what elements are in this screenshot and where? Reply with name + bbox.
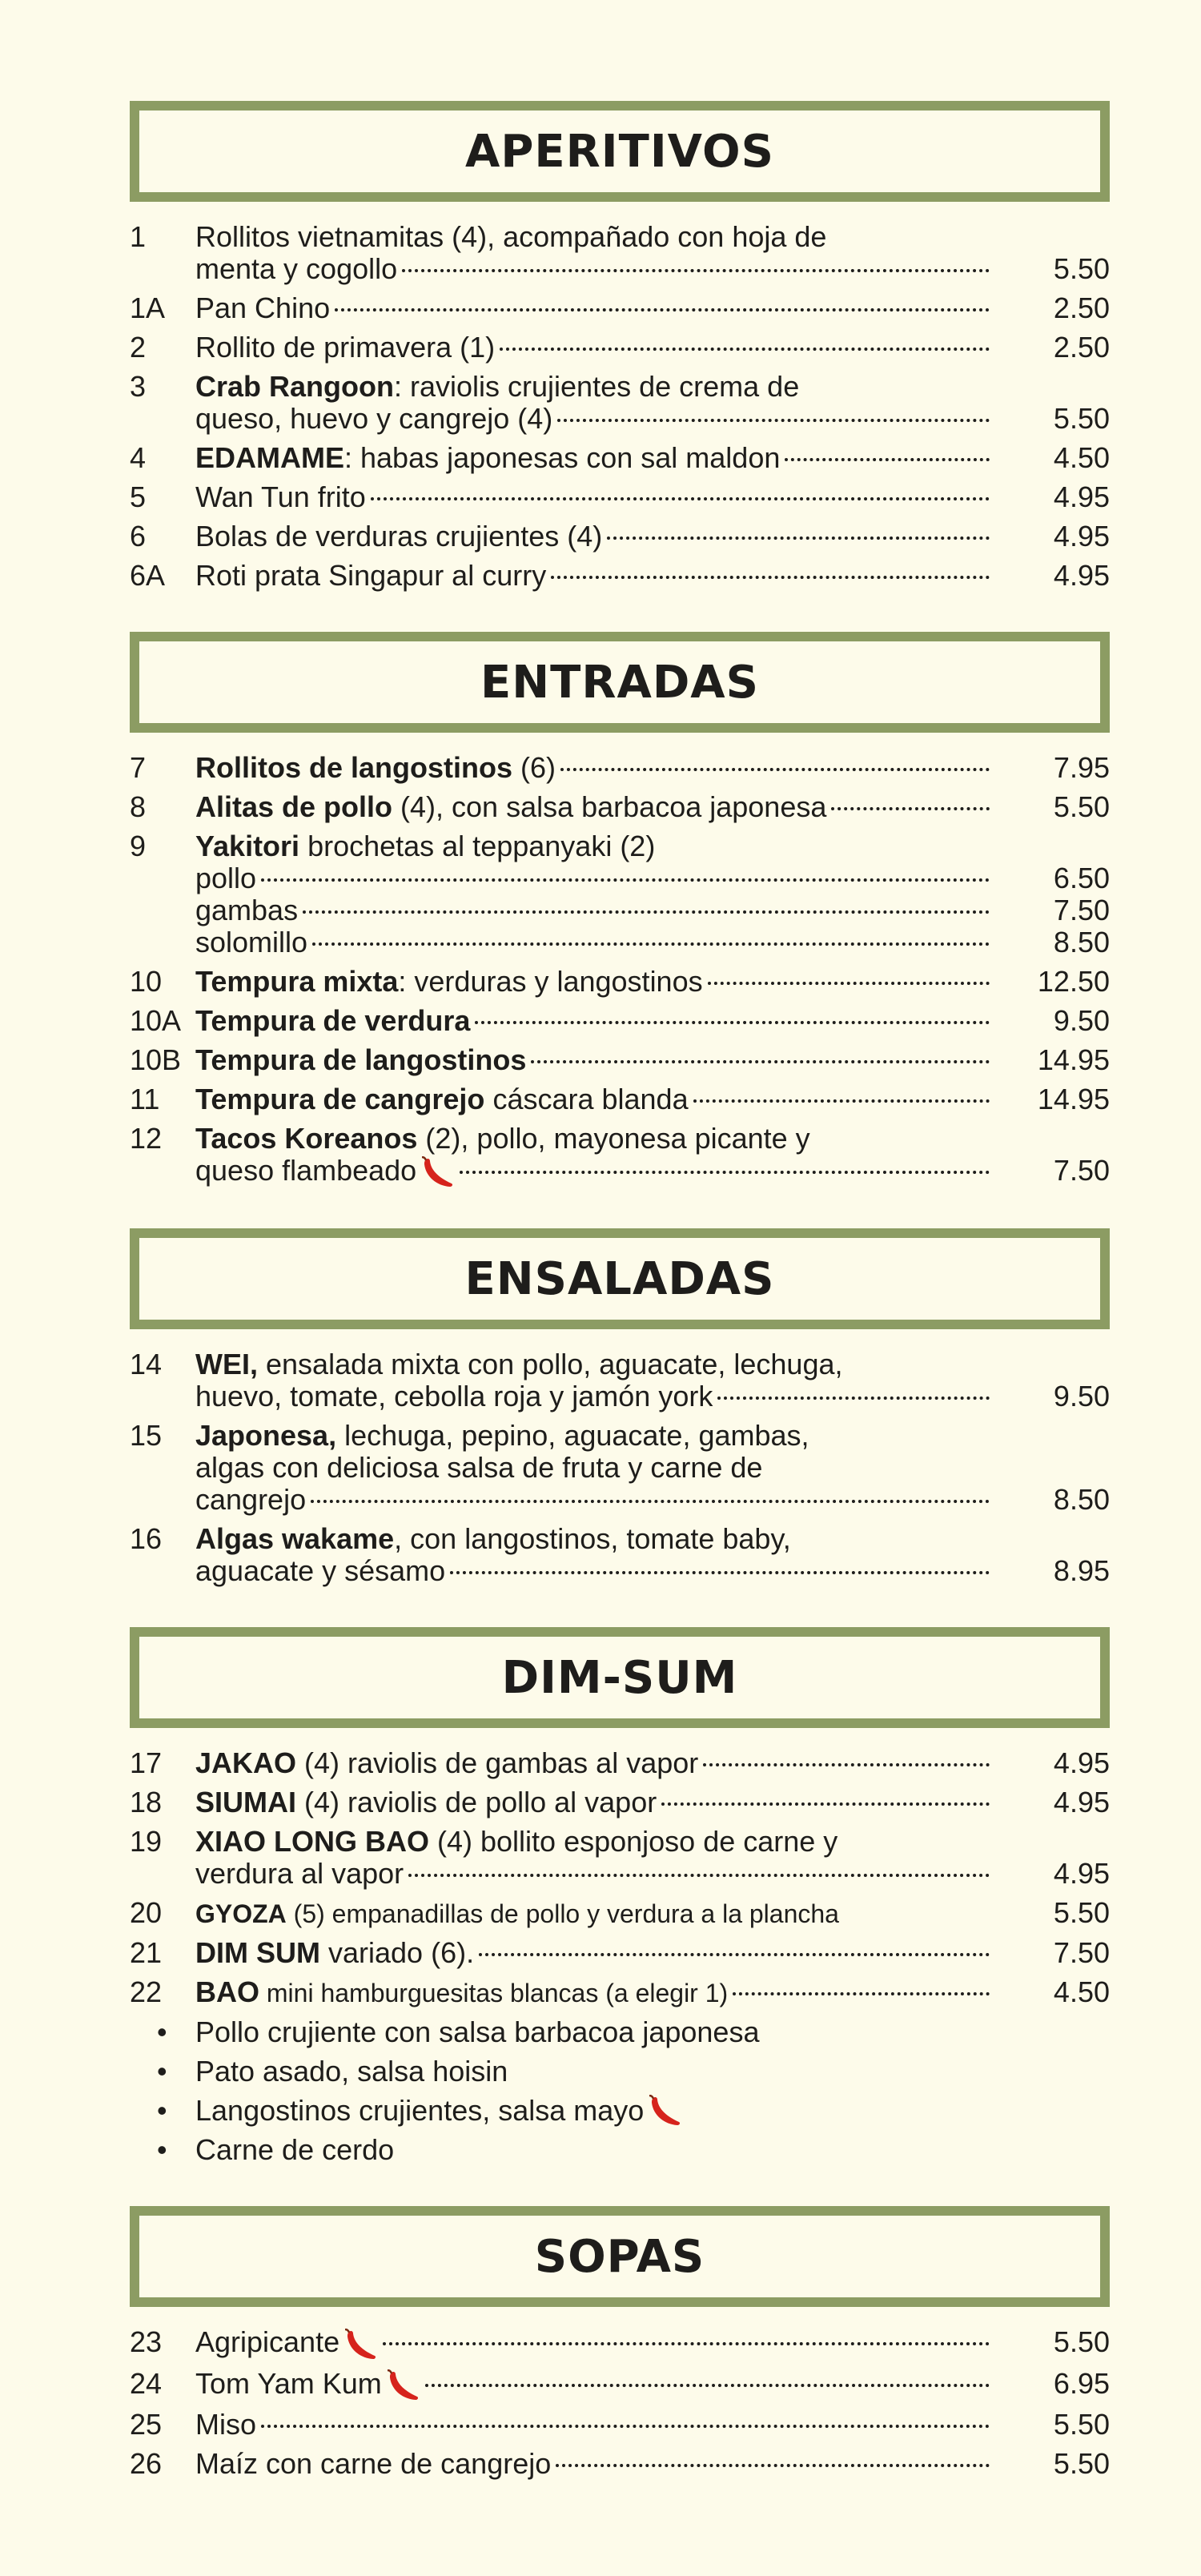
item-description: algas con deliciosa salsa de fruta y carne de: [195, 1451, 763, 1485]
menu-page: [130, 101, 1110, 2487]
item-description: verdura al vapor: [195, 1857, 404, 1891]
item-number: 7: [130, 751, 147, 784]
item-price: 8.50: [1053, 926, 1110, 958]
dot-leader: [733, 1992, 990, 1995]
section-dim-sum: [130, 1627, 1110, 2166]
dot-leader: [425, 2384, 990, 2387]
section-ensaladas: [130, 1228, 1110, 1587]
item-description: (6): [512, 751, 556, 784]
item-number: 10A: [130, 1004, 182, 1037]
section-title: ENSALADAS: [464, 1252, 775, 1305]
item-price: 5.50: [1053, 1896, 1110, 1930]
section-title: ENTRADAS: [480, 656, 759, 709]
section-title: SOPAS: [534, 2230, 705, 2283]
item-number: 18: [130, 1786, 163, 1819]
item-number: 9: [130, 830, 147, 862]
menu-item: [130, 1005, 1110, 1037]
item-name: Japonesa,: [195, 1419, 337, 1453]
item-number: 17: [130, 1746, 163, 1780]
item-number: 6: [130, 520, 147, 553]
item-name: JAKAO: [195, 1746, 297, 1780]
item-description: ensalada mixta con pollo, aguacate, lechuga,: [258, 1348, 843, 1381]
item-description: Roti prata Singapur al curry: [195, 559, 547, 592]
item-description: Maíz con carne de cangrejo: [195, 2447, 552, 2481]
item-price: 8.95: [1053, 1554, 1110, 1588]
item-price: 4.50: [1053, 441, 1110, 474]
item-price: 5.50: [1053, 2447, 1110, 2481]
menu-item: [130, 292, 1110, 324]
item-number: 16: [130, 1522, 163, 1556]
option-text: Pato asado, salsa hoisin: [195, 2055, 508, 2088]
item-option: solomillo: [195, 926, 308, 958]
dot-leader: [531, 1060, 990, 1063]
item-name: DIM SUM: [195, 1936, 320, 1970]
item-price: 4.95: [1053, 480, 1110, 513]
item-list: [130, 752, 1110, 1188]
section-entradas: [130, 632, 1110, 1188]
item-price: 7.50: [1053, 1936, 1110, 1970]
menu-item: [130, 1083, 1110, 1115]
item-name: Crab Rangoon: [195, 370, 394, 403]
item-list: [130, 1747, 1110, 2166]
menu-item: [130, 481, 1110, 513]
menu-item: [130, 791, 1110, 823]
item-price: 4.95: [1053, 520, 1110, 553]
dot-leader: [261, 878, 990, 882]
menu-item: [130, 1897, 1110, 1930]
item-number: 8: [130, 790, 147, 823]
section-header-ensaladas: [130, 1228, 1110, 1329]
item-number: 5: [130, 480, 147, 513]
item-description: brochetas al teppanyaki (2): [299, 830, 656, 862]
item-price: 4.50: [1053, 1975, 1110, 2009]
item-description: huevo, tomate, cebolla roja y jamón york: [195, 1380, 713, 1413]
item-number: 10: [130, 965, 163, 998]
list-item: • Pollo crujiente con salsa barbacoa japonesa: [157, 2015, 760, 2049]
item-number: 11: [130, 1083, 160, 1115]
section-header-aperitivos: [130, 101, 1110, 202]
dot-leader: [703, 1763, 990, 1766]
item-description: Miso: [195, 2408, 257, 2441]
item-name: GYOZA: [195, 1899, 287, 1929]
item-name: Tempura de verdura: [195, 1004, 471, 1037]
item-price: 5.50: [1053, 252, 1110, 285]
option-text: Pollo crujiente con salsa barbacoa japonesa: [195, 2015, 760, 2049]
item-description: (2), pollo, mayonesa picante y: [417, 1122, 810, 1155]
item-price: 5.50: [1053, 2408, 1110, 2441]
item-name: Alitas de pollo: [195, 790, 393, 823]
section-aperitivos: [130, 101, 1110, 592]
dot-leader: [408, 1874, 990, 1877]
item-number: 1: [130, 220, 147, 253]
item-price: 6.50: [1053, 862, 1110, 894]
item-description: (4) bollito esponjoso de carne y: [429, 1825, 838, 1859]
item-number: 21: [130, 1936, 163, 1970]
item-description: Bolas de verduras crujientes (4): [195, 520, 603, 553]
item-name: Rollitos de langostinos: [195, 751, 513, 784]
menu-item: [130, 1786, 1110, 1818]
item-description: Wan Tun frito: [195, 480, 366, 513]
dot-leader: [831, 807, 990, 810]
item-description: (4) raviolis de pollo al vapor: [296, 1786, 657, 1819]
dot-leader: [693, 1099, 990, 1103]
item-name: Tempura de langostinos: [195, 1043, 527, 1076]
item-description: (4) raviolis de gambas al vapor: [296, 1746, 699, 1780]
menu-item: [130, 2326, 1110, 2360]
item-description: Pan Chino: [195, 291, 331, 324]
dot-leader: [312, 942, 990, 946]
item-name: BAO: [195, 1975, 259, 2009]
item-list: [130, 1348, 1110, 1587]
menu-item: [130, 1826, 1110, 1890]
list-item: • Carne de cerdo: [157, 2133, 395, 2167]
item-option: gambas: [195, 894, 299, 926]
menu-item: [130, 1976, 1110, 2009]
item-list: [130, 221, 1110, 592]
section-title: APERITIVOS: [465, 125, 774, 178]
item-name: Tempura de cangrejo: [195, 1083, 485, 1115]
item-price: 9.50: [1053, 1004, 1110, 1037]
item-description: variado (6).: [320, 1936, 475, 1970]
dot-leader: [557, 419, 990, 422]
item-price: 9.50: [1053, 1380, 1110, 1413]
item-price: 2.50: [1053, 331, 1110, 364]
dot-leader: [402, 269, 990, 272]
item-description: queso flambeado: [195, 1154, 417, 1187]
chili-pepper-icon: [343, 2329, 378, 2361]
item-number: 23: [130, 2325, 163, 2359]
menu-item: [130, 1747, 1110, 1779]
item-number: 1A: [130, 291, 166, 324]
item-number: 14: [130, 1348, 163, 1381]
menu-item: [130, 520, 1110, 553]
item-description: (5) empanadillas de pollo y verdura a la plancha: [286, 1899, 839, 1929]
item-number: 19: [130, 1825, 163, 1859]
item-price: 7.95: [1053, 751, 1110, 784]
dot-leader: [335, 308, 990, 311]
item-price: 14.95: [1037, 1083, 1110, 1115]
item-name: Algas wakame: [195, 1522, 395, 1556]
item-price: 12.50: [1037, 965, 1110, 998]
item-name: SIUMAI: [195, 1786, 296, 1819]
item-number: 15: [130, 1419, 163, 1453]
item-price: 14.95: [1037, 1043, 1110, 1076]
item-price: 6.95: [1053, 2366, 1110, 2400]
item-price: 7.50: [1053, 894, 1110, 926]
menu-item: [130, 221, 1110, 285]
dot-leader: [383, 2342, 990, 2345]
chili-pepper-icon: [385, 2369, 420, 2401]
item-price: 8.50: [1053, 1483, 1110, 1517]
item-description: : verduras y langostinos: [398, 965, 703, 998]
menu-item: [130, 2448, 1110, 2480]
menu-item: [130, 1123, 1110, 1188]
bao-options: [157, 2015, 1110, 2167]
dot-leader: [785, 458, 990, 461]
item-description: , con langostinos, tomate baby,: [394, 1522, 791, 1556]
dot-leader: [261, 2425, 990, 2428]
chili-pepper-icon: [420, 1156, 455, 1188]
menu-item: [130, 966, 1110, 998]
item-description: cangrejo: [195, 1483, 307, 1517]
item-description: menta y cogollo: [195, 252, 398, 285]
menu-item: [130, 752, 1110, 784]
item-description: cáscara blanda: [484, 1083, 689, 1115]
item-name: EDAMAME: [195, 441, 344, 474]
dot-leader: [560, 768, 990, 771]
option-text: Langostinos crujientes, salsa mayo: [195, 2094, 645, 2128]
dot-leader: [500, 348, 990, 351]
item-price: 4.95: [1053, 1857, 1110, 1891]
item-number: 10B: [130, 1043, 182, 1076]
dot-leader: [475, 1021, 990, 1024]
item-number: 20: [130, 1896, 163, 1930]
menu-item: [130, 1348, 1110, 1413]
item-price: 2.50: [1053, 291, 1110, 324]
item-price: 4.95: [1053, 559, 1110, 592]
menu-item: [130, 332, 1110, 364]
dot-leader: [311, 1500, 990, 1503]
item-price: 5.50: [1053, 2325, 1110, 2359]
item-price: 4.95: [1053, 1746, 1110, 1780]
section-header-entradas: [130, 632, 1110, 733]
item-price: 5.50: [1053, 790, 1110, 823]
menu-item: [130, 371, 1110, 435]
item-name: Yakitori: [195, 830, 300, 862]
item-description: Agripicante: [195, 2325, 340, 2359]
item-name: Tacos Koreanos: [195, 1122, 418, 1155]
list-item: • Pato asado, salsa hoisin: [157, 2055, 508, 2088]
menu-item: [130, 442, 1110, 474]
option-text: Carne de cerdo: [195, 2133, 395, 2167]
item-number: 24: [130, 2366, 163, 2400]
item-list: [130, 2326, 1110, 2480]
dot-leader: [556, 2464, 990, 2467]
menu-item: [130, 2409, 1110, 2441]
item-number: 12: [130, 1122, 163, 1155]
item-name: Tempura mixta: [195, 965, 399, 998]
item-number: 26: [130, 2447, 163, 2481]
dot-leader: [607, 536, 990, 540]
menu-item: [130, 2368, 1110, 2401]
menu-item: [130, 1420, 1110, 1516]
item-description: aguacate y sésamo: [195, 1554, 446, 1588]
menu-item: [130, 560, 1110, 592]
menu-item: [130, 1937, 1110, 1969]
dot-leader: [460, 1171, 990, 1174]
section-header-sopas: [130, 2206, 1110, 2307]
list-item: • Langostinos crujientes, salsa mayo: [195, 2095, 1110, 2127]
item-name: XIAO LONG BAO: [195, 1825, 430, 1859]
menu-item: [130, 1523, 1110, 1587]
item-price: 5.50: [1053, 402, 1110, 435]
dot-leader: [450, 1571, 990, 1574]
item-description: queso, huevo y cangrejo (4): [195, 402, 553, 435]
item-description: Tom Yam Kum: [195, 2366, 382, 2400]
item-name: WEI,: [195, 1348, 258, 1381]
item-price: 4.95: [1053, 1786, 1110, 1819]
item-number: 4: [130, 441, 147, 474]
dot-leader: [717, 1397, 990, 1400]
item-description: Rollitos vietnamitas (4), acompañado con hoja de: [195, 220, 827, 253]
dot-leader: [479, 1953, 990, 1956]
chili-pepper-icon: [647, 2095, 682, 2127]
item-description: : raviolis crujientes de crema de: [394, 370, 800, 403]
dot-leader: [371, 497, 990, 500]
item-description: Rollito de primavera (1): [195, 331, 496, 364]
section-title: DIM-SUM: [501, 1651, 738, 1704]
item-number: 3: [130, 370, 147, 403]
item-number: 2: [130, 331, 147, 364]
item-description: : habas japonesas con sal maldon: [344, 441, 781, 474]
item-option: pollo: [195, 862, 257, 894]
section-sopas: [130, 2206, 1110, 2480]
dot-leader: [303, 910, 990, 914]
item-description: lechuga, pepino, aguacate, gambas,: [336, 1419, 809, 1453]
section-header-dim-sum: [130, 1627, 1110, 1728]
dot-leader: [551, 576, 990, 579]
dot-leader: [661, 1802, 990, 1806]
item-price: 7.50: [1053, 1154, 1110, 1187]
menu-item: [130, 1044, 1110, 1076]
item-description: (4), con salsa barbacoa japonesa: [392, 790, 827, 823]
item-number: 6A: [130, 559, 166, 592]
menu-item: [130, 830, 1110, 958]
item-description: mini hamburguesitas blancas (a elegir 1): [259, 1979, 729, 2008]
item-number: 22: [130, 1975, 163, 2009]
item-number: 25: [130, 2408, 163, 2441]
dot-leader: [708, 982, 990, 985]
